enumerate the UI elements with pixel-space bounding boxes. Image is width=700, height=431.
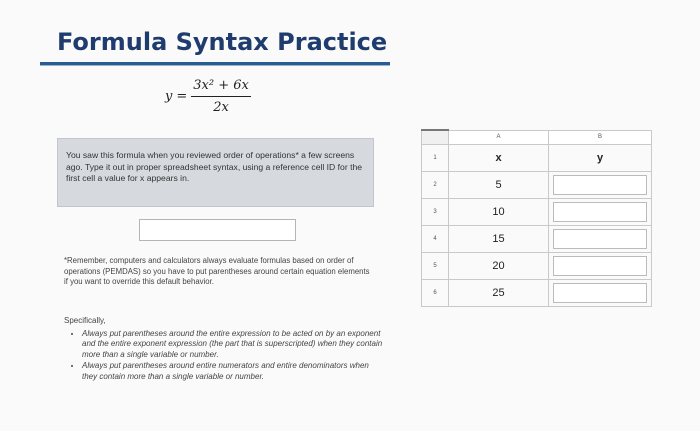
cell-b6[interactable] bbox=[549, 279, 652, 306]
instructions-box: You saw this formula when you reviewed order of operations* a few screens ago. Type it out in proper spreadsheet syntax, using a reference cell ID for the first cell a value for x appears in. bbox=[57, 138, 374, 207]
cell-b4[interactable] bbox=[549, 225, 652, 252]
formula-fraction bbox=[191, 78, 251, 115]
formula-lhs: y bbox=[165, 89, 173, 104]
specifically-list bbox=[82, 329, 384, 383]
column-header-a: A bbox=[449, 130, 549, 144]
title-underline-thin bbox=[40, 65, 390, 66]
specifically-section bbox=[64, 316, 384, 383]
formula-answer-input[interactable] bbox=[139, 219, 296, 241]
row-number: 1 bbox=[422, 144, 449, 171]
cell-b5[interactable] bbox=[549, 252, 652, 279]
spreadsheet-corner bbox=[422, 130, 449, 144]
cell-b3-input[interactable] bbox=[553, 202, 647, 222]
spreadsheet bbox=[421, 129, 652, 307]
row-number: 3 bbox=[422, 198, 449, 225]
formula-numerator: 3x² + 6x bbox=[191, 78, 251, 97]
cell-a3: 10 bbox=[449, 198, 549, 225]
cell-b4-input[interactable] bbox=[553, 229, 647, 249]
cell-a6: 25 bbox=[449, 279, 549, 306]
specifically-heading: Specifically, bbox=[64, 316, 106, 325]
cell-a2: 5 bbox=[449, 171, 549, 198]
cell-b3[interactable] bbox=[549, 198, 652, 225]
row-number: 6 bbox=[422, 279, 449, 306]
cell-a4: 15 bbox=[449, 225, 549, 252]
cell-b6-input[interactable] bbox=[553, 283, 647, 303]
formula-denominator: 2x bbox=[213, 100, 229, 115]
cell-a5: 20 bbox=[449, 252, 549, 279]
formula-equals: = bbox=[176, 89, 188, 104]
formula bbox=[165, 78, 251, 115]
row-number: 2 bbox=[422, 171, 449, 198]
column-header-b: B bbox=[549, 130, 652, 144]
specifically-item: • Always put parentheses around entire numerators and entire denominators when they contain more than a single variable or number. bbox=[82, 361, 384, 382]
row-number: 5 bbox=[422, 252, 449, 279]
cell-b5-input[interactable] bbox=[553, 256, 647, 276]
order-of-operations-note: *Remember, computers and calculators always evaluate formulas based on order of operations (PEMDAS) so you have to put parentheses around certain equation elements if you want to override this default behavior. bbox=[64, 256, 370, 286]
specifically-item: • Always put parentheses around the entire expression to be acted on by an exponent and the entire exponent expression (the part that is superscripted) when they contain more than a single variable or number. bbox=[82, 329, 384, 361]
row-number: 4 bbox=[422, 225, 449, 252]
cell-a1: x bbox=[449, 144, 549, 171]
cell-b2[interactable] bbox=[549, 171, 652, 198]
cell-b1: y bbox=[549, 144, 652, 171]
page-title: Formula Syntax Practice bbox=[57, 28, 388, 56]
cell-b2-input[interactable] bbox=[553, 175, 647, 195]
